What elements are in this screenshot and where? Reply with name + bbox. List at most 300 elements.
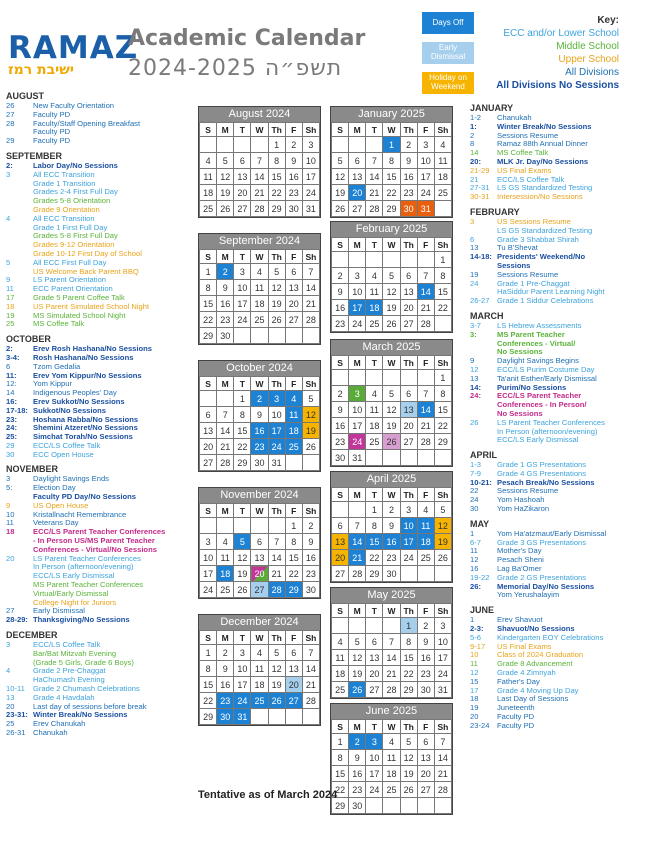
calendar-day: 23 [400,185,417,201]
event-text: Yom Hashoah [497,495,545,505]
calendar-day: 20 [400,418,417,434]
event-date: 10 [470,650,479,660]
page-title: Academic Calendar [128,26,366,51]
calendar-day: 14 [366,169,383,185]
calendar-day: 2 [349,734,366,750]
calendar-empty-cell [285,328,302,344]
calendar-day: 12 [268,280,285,296]
event-text: Bar/Bat Mitzvah Evening [33,648,117,658]
calendar-day: 21 [349,550,366,566]
event-date: 8 [470,139,475,149]
weekday-header: Sh [302,250,319,264]
calendar-day: 2 [383,502,400,518]
event-text: Grade 1 First Full Day [33,222,108,232]
calendar-day: 2 [417,618,434,634]
calendar-day: 5 [302,391,319,407]
event-text: US Final Exams [497,165,552,175]
calendar-day: 1 [400,618,417,634]
calendar-day: 2 [302,518,319,534]
event-text: Early Dismissal [33,606,85,616]
calendar-day: 31 [434,682,451,698]
calendar-day: 23 [383,550,400,566]
calendar-empty-cell [332,618,349,634]
calendar-day: 19 [268,677,285,693]
calendar-day: 18 [366,300,383,316]
event-date: 11 [470,546,478,556]
event-date: 24 [470,278,479,288]
event-text: US Welcome Back Parent BBQ [33,266,139,276]
calendar-day: 27 [400,316,417,332]
calendar-september-2024 [198,233,321,345]
weekday-header: T [234,504,251,518]
event-text: Grade 1 Transition [33,178,96,188]
calendar-empty-cell [383,798,400,814]
event-text: Hoshana Rabba/No Sessions [33,414,139,424]
event-text: Daylight Savings Ends [33,474,109,484]
calendar-day: 3 [349,268,366,284]
event-text: Sessions Resume [497,269,559,279]
event-text: Labor Day/No Sessions [33,160,118,170]
event-text: Chanukah [33,728,68,737]
event-text: Tu B'Shevat [497,243,538,253]
weekday-header: T [366,123,383,137]
calendar-day: 28 [268,582,285,598]
event-date: 1 [470,615,475,625]
calendar-day: 31 [417,201,434,217]
event-text: No Sessions [497,408,543,418]
event-date: 9 [6,275,11,285]
event-text: MS Simulated School Night [33,310,126,320]
calendar-day: 28 [434,782,451,798]
calendar-day: 30 [383,566,400,582]
event-date: 2: [6,160,13,170]
weekday-header: W [251,123,268,137]
event-date: 12: [6,379,17,389]
event-row [6,616,196,625]
event-text: Yom Kippur [33,379,72,389]
calendar-empty-cell [200,391,217,407]
calendar-day: 14 [302,280,319,296]
calendar-day: 18 [251,677,268,693]
calendar-day: 12 [434,518,451,534]
calendar-day: 20 [366,666,383,682]
calendar-day: 2 [332,386,349,402]
calendar-empty-cell [366,450,383,466]
event-text: Grade 1 Pre-Chaggat [497,278,570,288]
weekday-header: Th [400,356,417,370]
event-date: 4 [6,666,11,676]
event-text: Grade 8 Advancement [497,659,573,669]
weekday-header: S [200,250,217,264]
event-text: Sessions Resume [497,486,559,496]
calendar-day: 12 [332,169,349,185]
event-text: Faculty PD [33,127,71,137]
calendar-day: 10 [268,407,285,423]
calendar-empty-cell [400,252,417,268]
calendar-day: 26 [217,201,234,217]
event-text: US Open House [33,500,89,510]
event-text: All ECC First Full Day [33,257,107,267]
month-heading: MAY [470,518,490,529]
calendar-day: 27 [200,455,217,471]
calendar-day: 3 [349,386,366,402]
weekday-header: T [234,631,251,645]
event-date: 30 [6,449,15,459]
event-date [6,197,33,206]
calendar-empty-cell [417,566,434,582]
calendar-day: 24 [349,316,366,332]
calendar-empty-cell [234,328,251,344]
event-text: Class of 2024 Graduation [497,650,584,660]
calendar-day: 23 [417,666,434,682]
event-date: 28-29: [6,615,28,625]
calendar-day: 24 [268,439,285,455]
event-text: Grade 5 Parent Coffee Talk [33,292,125,302]
calendar-day: 3 [268,391,285,407]
calendar-day: 3 [234,264,251,280]
calendar-month-title: April 2025 [331,472,452,487]
calendar-day: 12 [400,750,417,766]
month-heading: APRIL [470,450,497,461]
event-text: ECC/LS Parent Teacher Conferences [33,527,166,537]
event-text: Erev Shavuot [497,615,543,625]
calendar-day: 17 [349,300,366,316]
event-date: 13 [470,373,479,383]
event-text: Purim/No Sessions [497,382,567,392]
event-date: 19 [470,269,479,279]
calendar-day: 24 [302,185,319,201]
calendar-day: 28 [217,455,234,471]
logo-hebrew: ישיבת רמז [8,62,75,78]
calendar-day: 26 [400,782,417,798]
calendar-day: 22 [383,185,400,201]
event-text: Veterans Day [33,518,79,528]
calendar-day: 18 [217,566,234,582]
event-text: Yom Ha'atzmaut/Early Dismissal [497,528,607,538]
calendar-day: 11 [366,284,383,300]
event-date: 20: [470,156,481,166]
calendar-day: 19 [217,185,234,201]
calendar-day: 21 [302,677,319,693]
calendar-day: 7 [417,386,434,402]
calendar-day: 15 [434,402,451,418]
calendar-day: 17 [366,766,383,782]
weekday-header: M [349,238,366,252]
event-text: Grades 9-12 Orientation [33,240,115,250]
calendar-day: 3 [234,645,251,661]
weekday-header: W [383,604,400,618]
weekday-header: F [417,356,434,370]
calendar-day: 1 [200,264,217,280]
calendar-empty-cell [302,709,319,725]
calendar-day: 27 [251,582,268,598]
event-text: Shemini Atzeret/No Sessions [33,423,138,433]
weekday-header: S [332,720,349,734]
calendar-day: 25 [285,439,302,455]
event-date: 24 [470,495,479,505]
calendar-day: 6 [285,264,302,280]
calendar-empty-cell [217,137,234,153]
calendar-empty-cell [302,328,319,344]
calendar-day: 19 [302,423,319,439]
event-date: 27 [6,606,15,616]
event-text: Faculty PD [33,136,71,146]
calendar-day: 3 [366,734,383,750]
weekday-header: F [417,123,434,137]
calendar-day: 24 [200,582,217,598]
event-text: Erev Rosh Hashana/No Sessions [33,344,153,354]
calendar-day: 14 [302,661,319,677]
calendar-day: 4 [383,734,400,750]
event-text: Grade 4 Havdalah [33,692,95,702]
calendar-day: 26 [383,316,400,332]
calendar-empty-cell [217,391,234,407]
weekday-header: M [349,488,366,502]
calendar-day: 30 [302,582,319,598]
calendar-day: 30 [332,450,349,466]
event-date: 30-31 [470,192,490,202]
calendar-day: 24 [417,185,434,201]
calendar-day: 8 [200,661,217,677]
calendar-day: 18 [417,534,434,550]
calendar-day: 6 [366,634,383,650]
calendar-day: 14 [417,284,434,300]
event-text: All ECC Transition [33,169,95,179]
calendar-day: 30 [217,709,234,725]
calendar-day: 6 [400,386,417,402]
calendar-day: 25 [434,185,451,201]
calendar-empty-cell [417,252,434,268]
key-title: Key: [597,15,619,26]
calendar-day: 2 [251,391,268,407]
calendar-day: 27 [417,782,434,798]
calendar-day: 28 [417,316,434,332]
calendar-day: 23 [349,782,366,798]
event-date: 2 [470,130,475,140]
calendar-day: 27 [332,566,349,582]
event-text: ECC/LS Early Dismissal [497,435,579,445]
weekday-header: T [366,238,383,252]
calendar-day: 10 [349,402,366,418]
calendar-day: 11 [285,407,302,423]
weekday-header: F [285,250,302,264]
weekday-header: W [251,631,268,645]
calendar-empty-cell [366,798,383,814]
calendar-day: 16 [302,550,319,566]
event-date: 18 [6,301,15,311]
calendar-empty-cell [366,137,383,153]
calendar-day: 24 [234,312,251,328]
weekday-header: T [366,604,383,618]
weekday-header: S [200,631,217,645]
calendar-day: 22 [200,693,217,709]
key [496,14,619,92]
calendar-month-title: March 2025 [331,340,452,355]
calendar-empty-cell [366,618,383,634]
legend-holiday-weekend: Holiday on Weekend [422,72,474,94]
event-row [470,591,648,600]
calendar-day: 19 [383,300,400,316]
event-date: 26 [470,417,479,427]
weekday-header: W [251,250,268,264]
calendar-day: 23 [285,185,302,201]
calendar-day: 31 [234,709,251,725]
calendar-day: 27 [366,682,383,698]
event-date [6,180,33,189]
event-date: 3 [470,216,475,226]
event-date [6,590,33,599]
event-text: US Final Exams [497,641,552,651]
calendar-month-title: December 2024 [199,615,320,630]
weekday-header: T [366,356,383,370]
calendar-day: 7 [251,153,268,169]
calendar-day: 29 [332,798,349,814]
month-heading: AUGUST [6,91,44,101]
calendar-day: 30 [251,455,268,471]
event-date: 29 [6,440,15,450]
calendar-day: 25 [251,312,268,328]
calendar-day: 18 [285,423,302,439]
calendar-january-2025 [330,106,453,218]
calendar-empty-cell [434,450,451,466]
calendar-day: 12 [349,650,366,666]
calendar-day: 4 [434,137,451,153]
event-text: Erev Sukkot/No Sessions [33,396,125,406]
calendar-day: 10 [434,634,451,650]
calendar-day: 20 [332,550,349,566]
calendar-day: 29 [400,682,417,698]
calendar-day: 16 [349,766,366,782]
event-date: 17 [470,685,479,695]
calendar-day: 29 [200,328,217,344]
calendar-empty-cell [268,709,285,725]
event-date [470,591,497,600]
weekday-header: F [417,238,434,252]
calendar-day: 12 [217,169,234,185]
calendar-empty-cell [417,450,434,466]
weekday-header: Th [268,504,285,518]
calendar-day: 26 [268,693,285,709]
event-text: All ECC Transition [33,213,95,223]
event-date: 19 [470,703,479,713]
event-date: 9 [6,500,11,510]
event-date [6,581,33,590]
calendar-day: 27 [234,201,251,217]
calendar-day: 11 [200,169,217,185]
event-date: 9-17 [470,641,486,651]
calendar-day: 17 [234,677,251,693]
calendar-day: 15 [366,534,383,550]
calendar-day: 8 [268,153,285,169]
calendar-day: 10 [234,661,251,677]
event-date [6,659,33,668]
calendar-day: 9 [217,661,234,677]
calendar-day: 21 [383,666,400,682]
calendar-day: 18 [332,666,349,682]
month-heading: FEBRUARY [470,206,520,217]
calendar-day: 23 [332,434,349,450]
calendar-day: 6 [400,268,417,284]
calendar-day: 1 [200,645,217,661]
calendar-day: 20 [349,185,366,201]
calendar-day: 10 [302,153,319,169]
event-text: HaChumash Evening [33,675,105,685]
weekday-header: W [383,238,400,252]
month-heading: JUNE [470,605,495,616]
event-date: 13 [6,692,15,702]
weekday-header: Th [268,631,285,645]
event-text: US Sessions Resume [497,216,571,226]
weekday-header: M [349,123,366,137]
event-text: Erev Chanukah [33,719,86,729]
event-text: Grade 2 Pre-Chaggat [33,666,106,676]
event-text: ECC/LS Early Dismissal [33,571,115,581]
calendar-day: 5 [332,153,349,169]
calendar-day: 26 [332,201,349,217]
month-heading: JANUARY [470,103,514,113]
event-date: 11 [470,659,478,669]
calendar-month-title: January 2025 [331,107,452,122]
event-date [470,428,497,437]
calendar-day: 27 [285,312,302,328]
calendar-day: 29 [366,566,383,582]
weekday-header: Th [400,488,417,502]
weekday-header: F [417,720,434,734]
calendar-day: 20 [400,300,417,316]
calendar-empty-cell [434,798,451,814]
calendar-day: 1 [434,252,451,268]
event-date: 16 [470,564,479,574]
event-text: Indigenous Peoples' Day [33,388,117,398]
calendar-day: 9 [302,534,319,550]
calendar-month-title: May 2025 [331,588,452,603]
event-text: Kindergarten EOY Celebrations [497,632,604,642]
event-date [470,348,497,357]
event-date: 1 [470,528,475,538]
key-ecc: ECC and/or Lower School [503,28,619,39]
event-date: 17 [6,292,15,302]
calendar-day: 7 [383,634,400,650]
calendar-day: 8 [332,750,349,766]
event-date [470,340,497,349]
event-date [6,232,33,241]
calendar-day: 6 [200,407,217,423]
event-text: MS Parent Teacher Conferences [33,580,144,590]
event-text: LS Parent Orientation [33,275,107,285]
calendar-day: 10 [234,280,251,296]
event-date: 3 [6,474,11,484]
event-date: 27 [6,109,15,119]
calendar-day: 15 [285,550,302,566]
calendar-empty-cell [251,328,268,344]
calendar-month-title: September 2024 [199,234,320,249]
calendar-day: 8 [200,280,217,296]
event-date: 6 [6,361,11,371]
event-text: Faculty PD [497,712,535,722]
legend-early-dismissal: Early Dismissal [422,42,474,64]
calendar-day: 7 [417,268,434,284]
calendar-day: 17 [349,418,366,434]
event-text: Grade 3 Shabbat Shirah [497,234,579,244]
calendar-day: 15 [383,169,400,185]
event-date: 6-7 [470,537,481,547]
event-text: Sukkot/No Sessions [33,405,107,415]
calendar-day: 25 [332,682,349,698]
calendar-day: 20 [285,296,302,312]
calendar-day: 2 [217,645,234,661]
calendar-day: 22 [434,418,451,434]
calendar-day: 13 [285,280,302,296]
